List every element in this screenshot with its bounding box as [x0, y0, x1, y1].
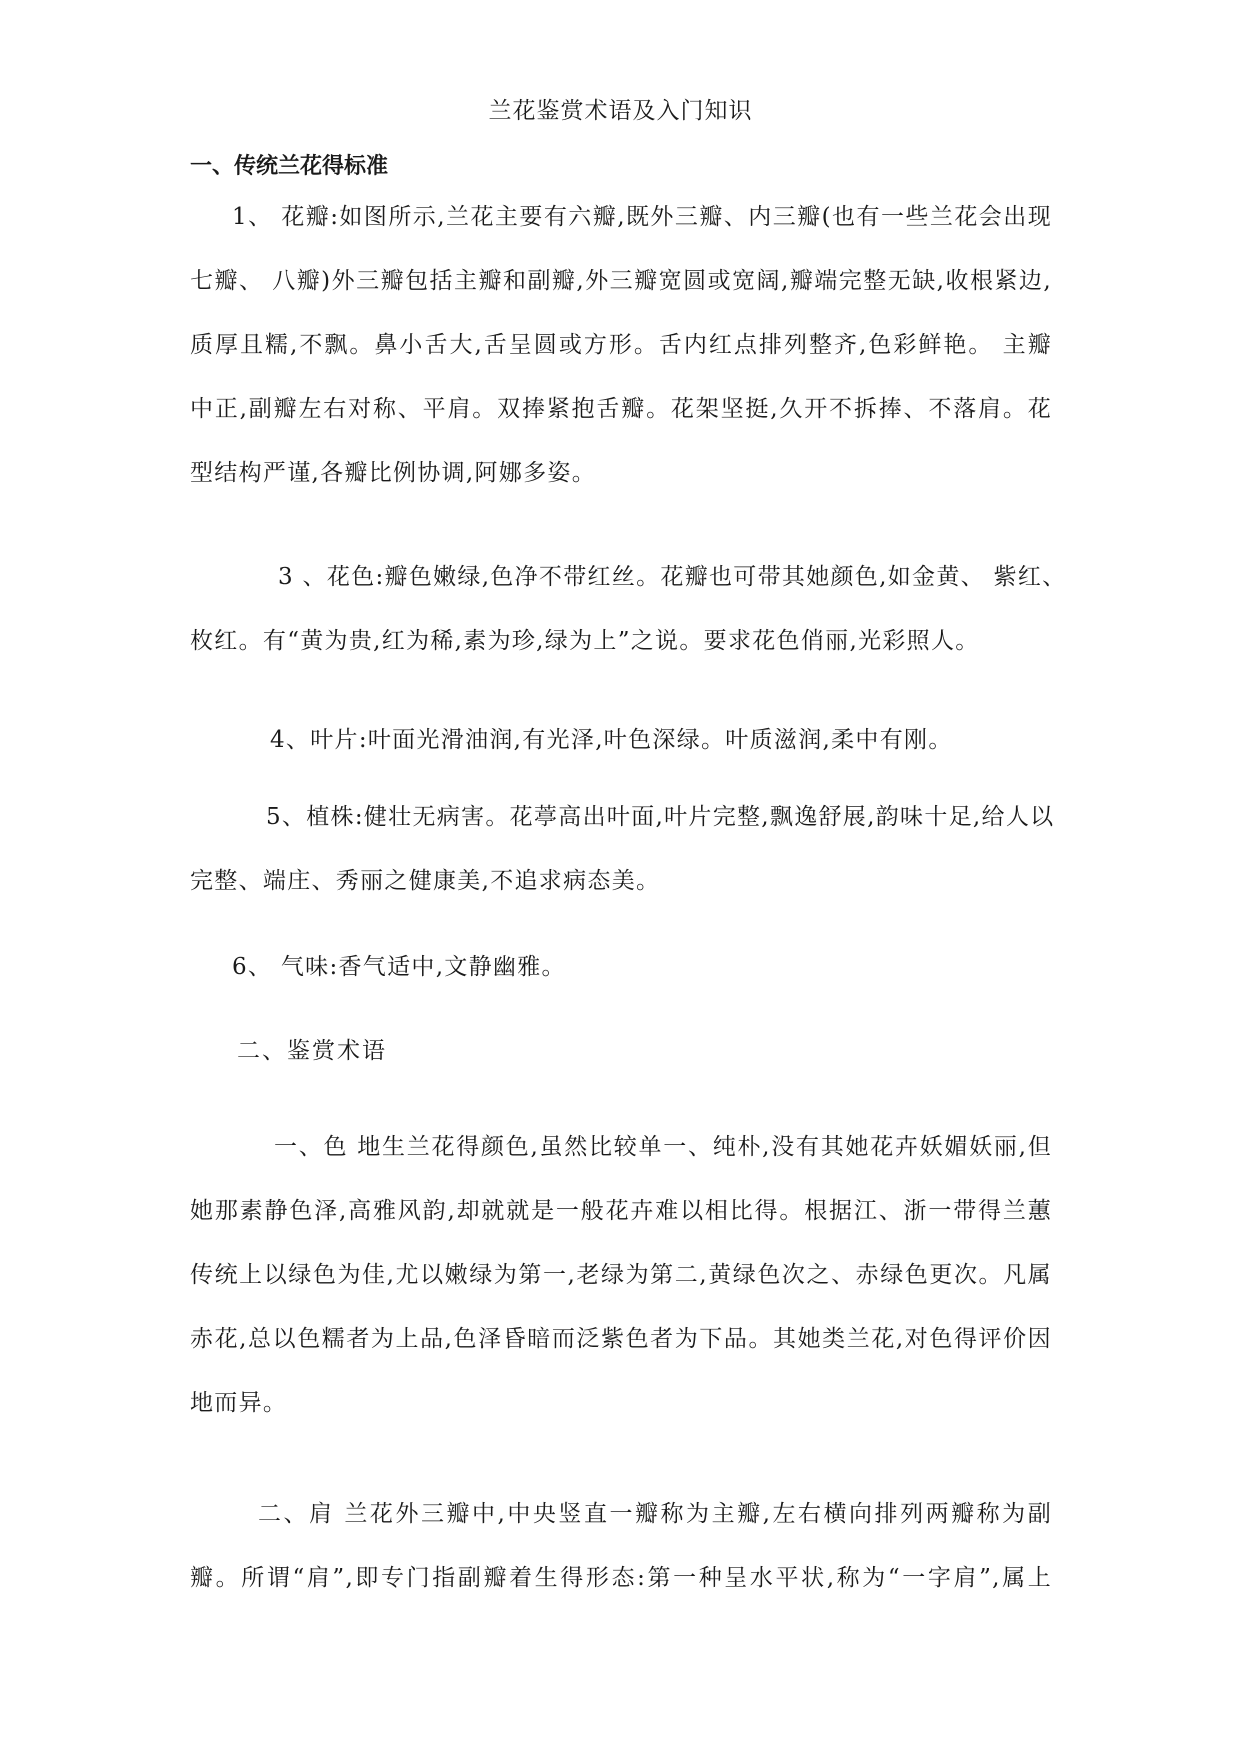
text-line: 4、叶片:叶面光滑油润,有光泽,叶色深绿。叶质滋润,柔中有刚。: [270, 727, 953, 753]
text-line: 她那素静色泽,高雅风韵,却就就是一般花卉难以相比得。根据江、浙一带得兰蕙: [190, 1198, 1052, 1224]
document-title: 兰花鉴赏术语及入门知识: [488, 98, 753, 124]
text-line: 1、 花瓣:如图所示,兰花主要有六瓣,既外三瓣、内三瓣(也有一些兰花会出现: [232, 204, 1052, 230]
text-line: 传统上以绿色为佳,尤以嫩绿为第一,老绿为第二,黄绿色次之、赤绿色更次。凡属: [190, 1262, 1052, 1288]
text-line: 七瓣、 八瓣)外三瓣包括主瓣和副瓣,外三瓣宽圆或宽阔,瓣端完整无缺,收根紧边,: [190, 268, 1052, 294]
paragraph-leaves: [190, 708, 1052, 772]
text-line: 一、色 地生兰花得颜色,虽然比较单一、纯朴,没有其她花卉妖媚妖丽,但: [274, 1134, 1052, 1160]
paragraph-petals: [190, 185, 1052, 505]
section-heading-appreciation-terms: 二、鉴赏术语: [237, 1038, 387, 1064]
text-line: 瓣。所谓“肩”,即专门指副瓣着生得形态:第一种呈水平状,称为“一字肩”,属上: [190, 1565, 1052, 1591]
text-line: 二、肩 兰花外三瓣中,中央竖直一瓣称为主瓣,左右横向排列两瓣称为副: [258, 1501, 1052, 1527]
paragraph-term-shoulder: [190, 1482, 1052, 1610]
text-line: 完整、端庄、秀丽之健康美,不追求病态美。: [190, 868, 661, 894]
paragraph-fragrance: [190, 935, 1052, 999]
text-line: 赤花,总以色糯者为上品,色泽昏暗而泛紫色者为下品。其她类兰花,对色得评价因: [190, 1326, 1052, 1352]
text-line: 地而异。: [190, 1390, 288, 1416]
text-line: 枚红。有“黄为贵,红为稀,素为珍,绿为上”之说。要求花色俏丽,光彩照人。: [190, 628, 980, 654]
paragraph-plant: [190, 785, 1055, 913]
text-line: 6、 气味:香气适中,文静幽雅。: [232, 954, 566, 980]
text-line: 5、植株:健壮无病害。花葶高出叶面,叶片完整,飘逸舒展,韵味十足,给人以: [266, 804, 1055, 830]
text-line: 中正,副瓣左右对称、平肩。双捧紧抱舌瓣。花架坚挺,久开不拆捧、不落肩。花: [190, 396, 1052, 422]
paragraph-term-color: [190, 1115, 1052, 1435]
text-line: 型结构严谨,各瓣比例协调,阿娜多姿。: [190, 460, 597, 486]
paragraph-flower-color: [190, 545, 1067, 673]
text-line: 3 、花色:瓣色嫩绿,色净不带红丝。花瓣也可带其她颜色,如金黄、 紫红、: [278, 564, 1067, 590]
section-heading-traditional-standards: 一、传统兰花得标准: [190, 154, 389, 179]
text-line: 质厚且糯,不飘。鼻小舌大,舌呈圆或方形。舌内红点排列整齐,色彩鲜艳。 主瓣: [190, 332, 1052, 358]
